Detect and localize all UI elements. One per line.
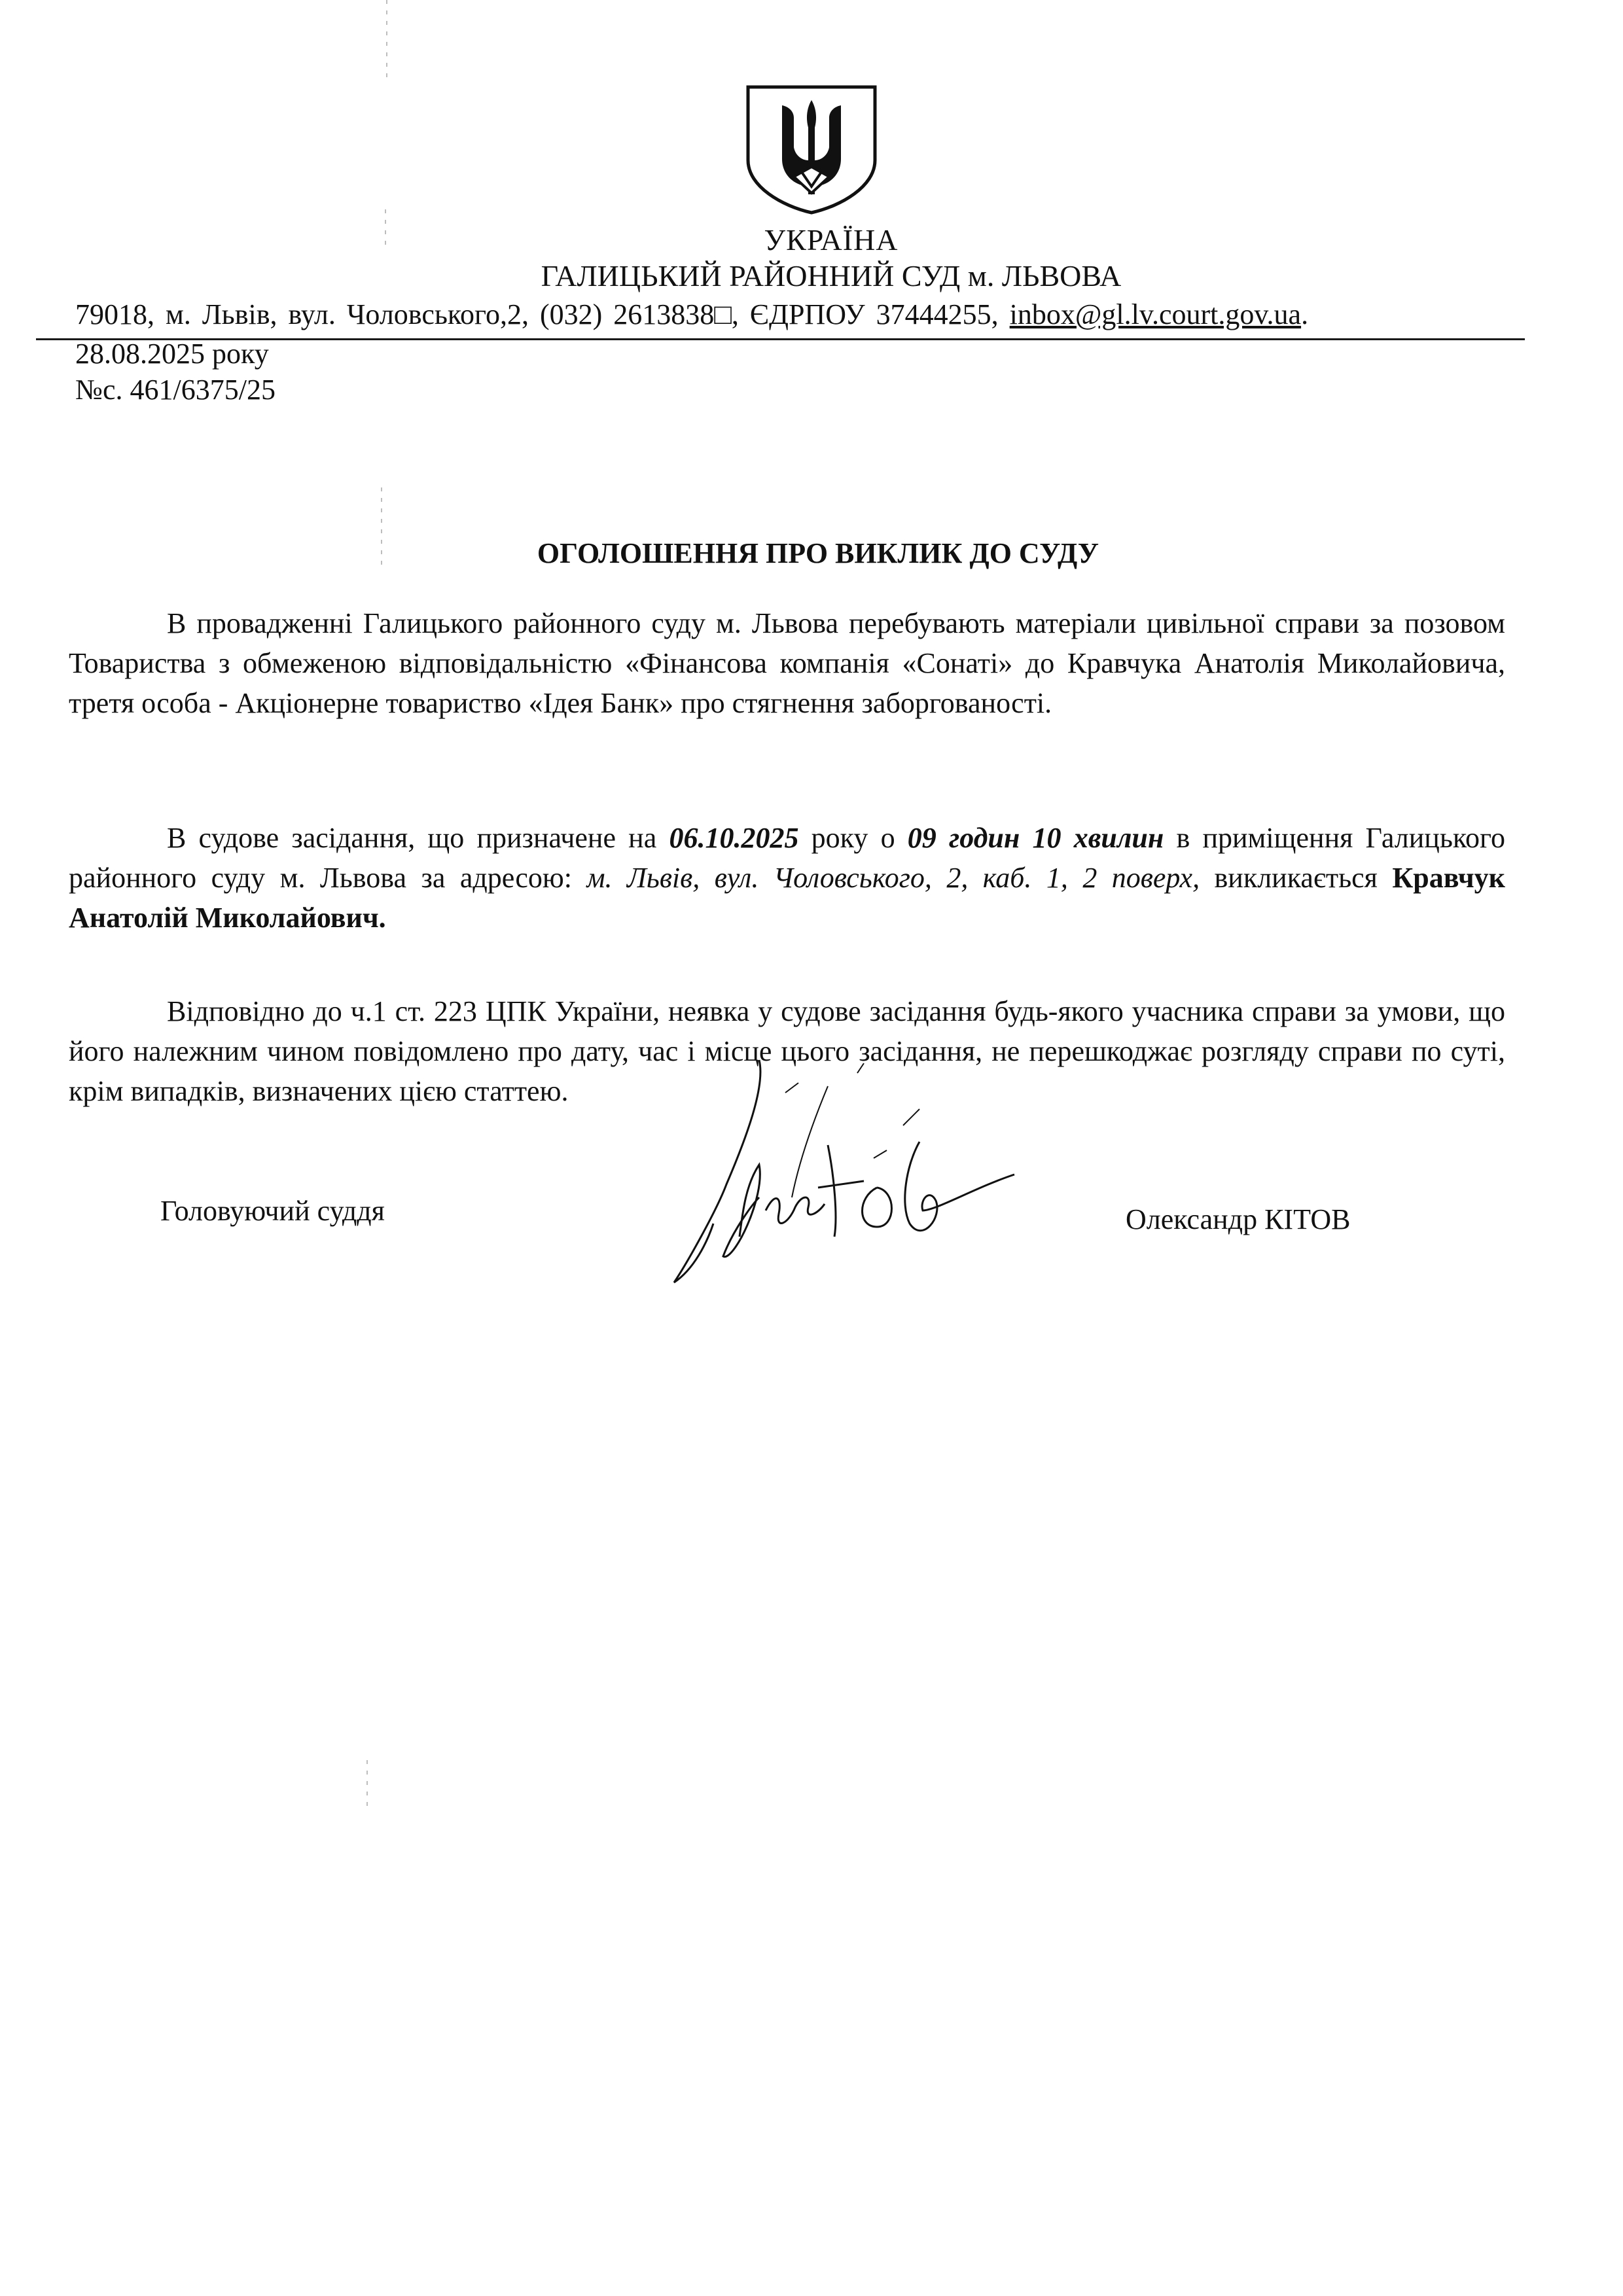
paragraph-legal-note: Відповідно до ч.1 ст. 223 ЦПК України, неявка у судове засідання будь-якого учасника справи за умови, що його належним чином повідомлено про дату, час і місце цього засідання, не перешкоджає розгляду справи по суті, крім випадків, визначених цією статтею.	[69, 995, 1505, 1107]
scan-artifact	[366, 1760, 368, 1806]
hearing-lead: В судове засідання, що призначене на	[167, 822, 669, 854]
paragraph-case-info: В провадженні Галицького районного суду м. Львова перебувають матеріали цивільної справи за позовом Товариства з обмеженою відповідальністю «Фінансова компанія «Сонаті» до Кравчука Анатолія Миколайовича, третя особа - Акціонерне товариство «Ідея Банк» про стягнення заборгованості.	[69, 607, 1505, 719]
phone-icon: □	[714, 298, 732, 330]
paragraph-hearing	[69, 818, 1505, 938]
court-address: 79018, м. Львів, вул. Чоловського,2, (032) 2613838	[75, 298, 715, 330]
court-address-line	[75, 298, 1482, 331]
document-title: ОГОЛОШЕННЯ ПРО ВИКЛИК ДО СУДУ	[537, 537, 1099, 569]
hearing-address: м. Львів, вул. Чоловського, 2, каб. 1, 2 поверх,	[586, 862, 1200, 894]
signer-role: Головуючий суддя	[160, 1195, 385, 1227]
hearing-date: 06.10.2025	[669, 822, 799, 854]
address-end: .	[1301, 298, 1309, 330]
signer-name: Олександр КІТОВ	[1126, 1203, 1351, 1235]
court-code: , ЄДРПОУ 37444255,	[731, 298, 1010, 330]
summoned-person: Кравчук Анатолій Миколайович.	[69, 862, 1506, 934]
court-name-heading: ГАЛИЦЬКИЙ РАЙОННИЙ СУД м. ЛЬВОВА	[541, 259, 1122, 292]
hearing-time: 09 годин 10 хвилин	[907, 822, 1164, 854]
scan-artifact	[386, 0, 387, 79]
hearing-mid3: викликається	[1200, 862, 1393, 894]
country-heading: УКРАЇНА	[764, 223, 899, 256]
hearing-mid2: в приміщення Галицького районного суду м. Львова за адресою:	[69, 822, 1506, 894]
hearing-mid: року о	[798, 822, 908, 854]
trident-icon	[736, 82, 887, 216]
handwritten-signature	[661, 1047, 1067, 1309]
document-date: 28.08.2025 року	[75, 338, 269, 370]
court-email-link[interactable]: inbox@gl.lv.court.gov.ua	[1009, 298, 1302, 330]
case-number: №с. 461/6375/25	[75, 374, 276, 406]
